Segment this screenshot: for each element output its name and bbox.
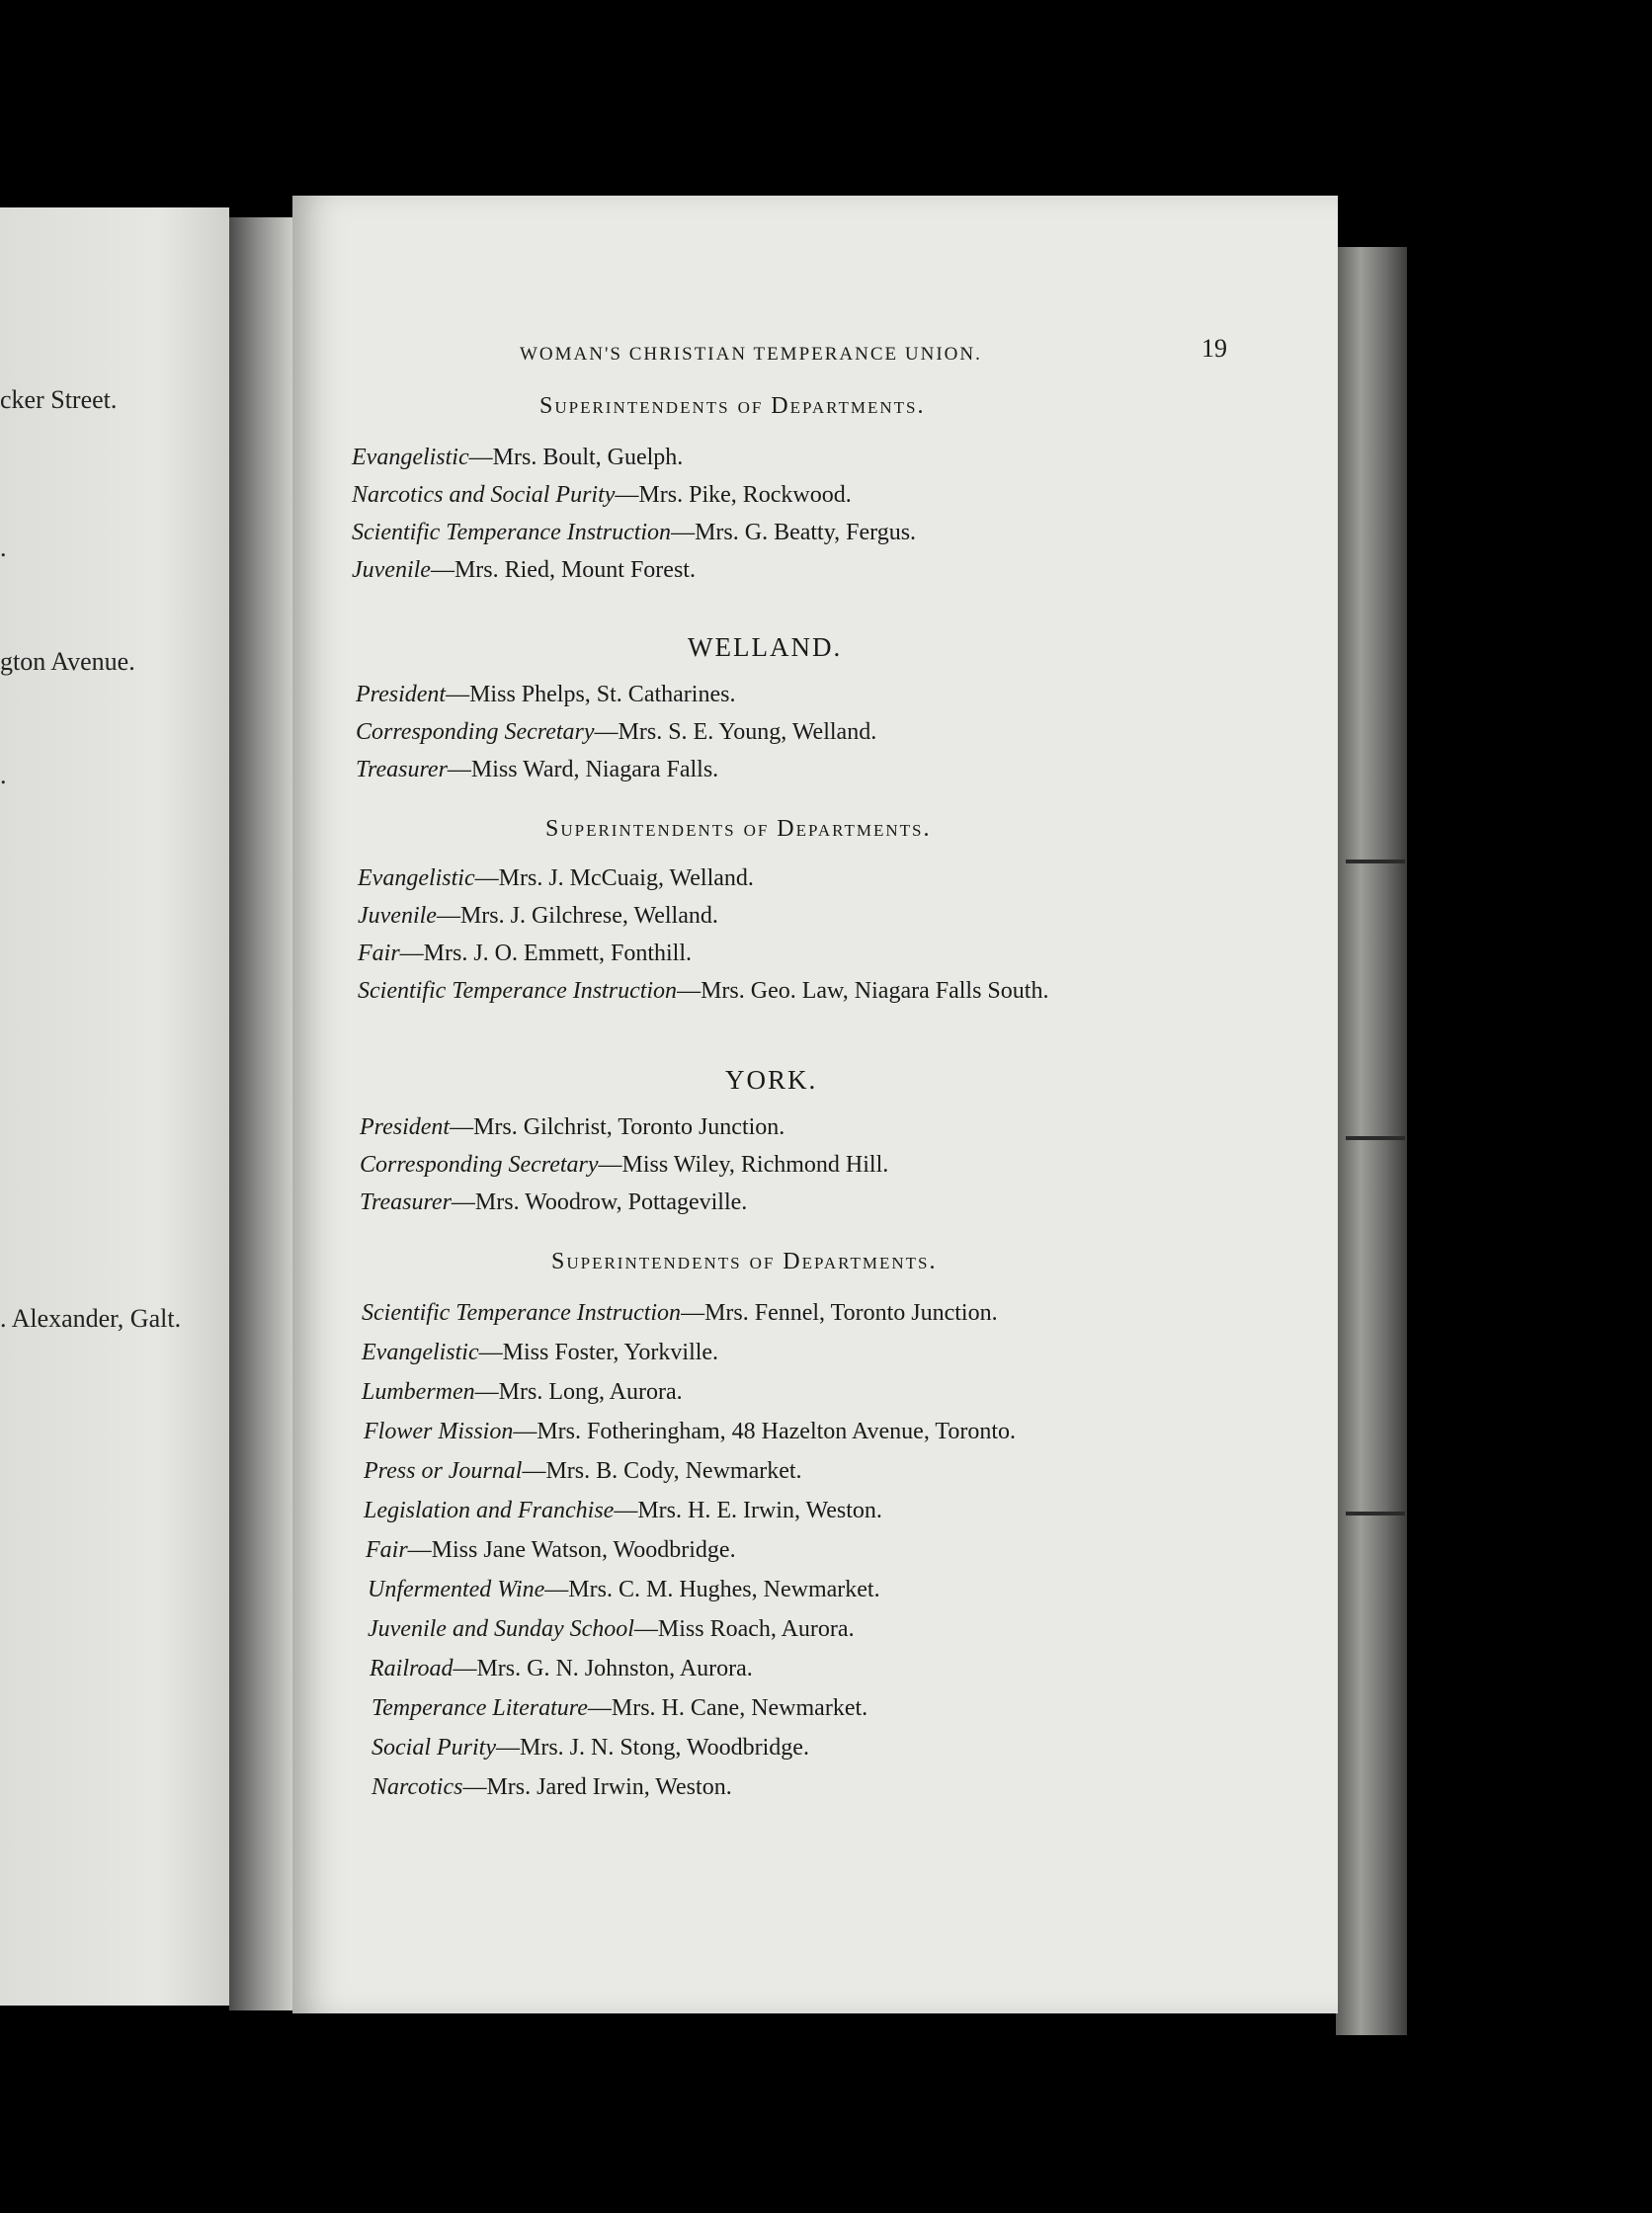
list-item [356, 682, 735, 708]
superintendents-heading: Superintendents of Departments. [545, 816, 932, 842]
department-name: Juvenile [352, 557, 431, 583]
department-name: Scientific Temperance Instruction [358, 978, 678, 1004]
superintendent-name: —Mrs. H. Cane, Newmarket. [587, 1695, 868, 1721]
superintendent-name: —Mrs. Long, Aurora. [474, 1379, 683, 1405]
book-edge [1336, 247, 1407, 2035]
running-head: WOMAN'S CHRISTIAN TEMPERANCE UNION. [520, 344, 982, 365]
superintendent-name: —Mrs. C. M. Hughes, Newmarket. [544, 1577, 880, 1602]
book-gutter-shadow [229, 217, 298, 2010]
superintendents-heading: Superintendents of Departments. [551, 1249, 938, 1274]
list-item [362, 1379, 683, 1406]
department-name: Narcotics and Social Purity [352, 482, 616, 508]
superintendent-name: —Mrs. B. Cody, Newmarket. [522, 1458, 802, 1484]
department-name: Lumbermen [362, 1379, 475, 1405]
list-item [360, 1189, 747, 1216]
department-name: Railroad [370, 1656, 454, 1681]
superintendent-name: —Mrs. J. Gilchrese, Welland. [436, 903, 718, 929]
list-item [360, 1152, 888, 1179]
office-name: Treasurer [356, 757, 448, 782]
superintendent-name: —Mrs. H. E. Irwin, Weston. [614, 1498, 882, 1523]
superintendents-heading: Superintendents of Departments. [539, 393, 926, 419]
office-name: President [360, 1114, 451, 1140]
superintendent-name: —Mrs. Boult, Guelph. [468, 445, 684, 470]
list-item [352, 445, 683, 471]
page-edge-notch [1346, 860, 1405, 863]
list-item [364, 1498, 882, 1524]
list-item [368, 1577, 880, 1603]
superintendent-name: —Mrs. J. O. Emmett, Fonthill. [399, 941, 693, 966]
superintendent-name: —Mrs. Fennel, Toronto Junction. [681, 1300, 998, 1326]
left-page-fragment: . [0, 761, 7, 789]
superintendent-name: —Mrs. Pike, Rockwood. [615, 482, 852, 508]
list-item [368, 1616, 855, 1643]
list-item [360, 1114, 785, 1141]
department-name: Evangelistic [352, 445, 469, 470]
superintendent-name: —Miss Roach, Aurora. [633, 1616, 855, 1642]
department-name: Unfermented Wine [368, 1577, 545, 1602]
left-page-fragment: . Alexander, Galt. [0, 1304, 182, 1333]
list-item [370, 1656, 753, 1682]
county-heading-welland: WELLAND. [688, 632, 843, 662]
book-page [292, 196, 1338, 2013]
officer-name: —Mrs. S. E. Young, Welland. [594, 719, 877, 745]
superintendent-name: —Mrs. G. N. Johnston, Aurora. [453, 1656, 753, 1681]
superintendent-name: —Mrs. J. McCuaig, Welland. [474, 865, 754, 891]
superintendent-name: —Mrs. Fotheringham, 48 Hazelton Avenue, Toronto. [513, 1419, 1017, 1444]
page-edge-notch [1346, 1512, 1405, 1516]
department-name: Fair [358, 941, 400, 966]
list-item [358, 903, 718, 930]
superintendent-name: —Mrs. G. Beatty, Fergus. [671, 520, 917, 545]
superintendent-name: —Miss Jane Watson, Woodbridge. [407, 1537, 736, 1563]
superintendent-name: —Mrs. Geo. Law, Niagara Falls South. [677, 978, 1049, 1004]
department-name: Juvenile [358, 903, 437, 929]
department-name: Narcotics [372, 1774, 463, 1800]
list-item [366, 1537, 736, 1564]
department-name: Flower Mission [364, 1419, 514, 1444]
list-item [364, 1419, 1016, 1445]
list-item [362, 1300, 998, 1327]
department-name: Temperance Literature [372, 1695, 588, 1721]
superintendent-name: —Mrs. Jared Irwin, Weston. [462, 1774, 732, 1800]
left-facing-page [0, 207, 229, 2006]
department-name: Scientific Temperance Instruction [352, 520, 672, 545]
list-item [372, 1695, 867, 1722]
superintendent-name: —Mrs. Ried, Mount Forest. [430, 557, 696, 583]
left-page-fragment: cker Street. [0, 385, 118, 414]
office-name: President [356, 682, 447, 707]
list-item [352, 482, 852, 509]
list-item [358, 978, 1048, 1005]
page-number: 19 [1201, 334, 1227, 363]
department-name: Press or Journal [364, 1458, 523, 1484]
list-item [372, 1735, 809, 1762]
officer-name: —Mrs. Gilchrist, Toronto Junction. [450, 1114, 785, 1140]
office-name: Treasurer [360, 1189, 452, 1215]
superintendent-name: —Mrs. J. N. Stong, Woodbridge. [495, 1735, 809, 1761]
left-page-fragment: . [0, 533, 7, 562]
department-name: Evangelistic [362, 1340, 479, 1365]
county-heading-york: YORK. [725, 1065, 818, 1095]
left-page-fragment: gton Avenue. [0, 647, 135, 676]
list-item [356, 757, 718, 783]
list-item [352, 520, 916, 546]
officer-name: —Miss Wiley, Richmond Hill. [598, 1152, 889, 1178]
department-name: Evangelistic [358, 865, 475, 891]
officer-name: —Miss Ward, Niagara Falls. [447, 757, 719, 782]
officer-name: —Mrs. Woodrow, Pottageville. [451, 1189, 748, 1215]
superintendent-name: —Miss Foster, Yorkville. [478, 1340, 719, 1365]
officer-name: —Miss Phelps, St. Catharines. [446, 682, 736, 707]
office-name: Corresponding Secretary [360, 1152, 599, 1178]
list-item [356, 719, 876, 746]
department-name: Social Purity [372, 1735, 496, 1761]
page-edge-notch [1346, 1136, 1405, 1140]
list-item [362, 1340, 718, 1366]
department-name: Scientific Temperance Instruction [362, 1300, 682, 1326]
list-item [372, 1774, 732, 1801]
office-name: Corresponding Secretary [356, 719, 595, 745]
department-name: Fair [366, 1537, 408, 1563]
list-item [364, 1458, 802, 1485]
list-item [358, 941, 692, 967]
list-item [352, 557, 696, 584]
department-name: Juvenile and Sunday School [368, 1616, 634, 1642]
list-item [358, 865, 754, 892]
department-name: Legislation and Franchise [364, 1498, 615, 1523]
